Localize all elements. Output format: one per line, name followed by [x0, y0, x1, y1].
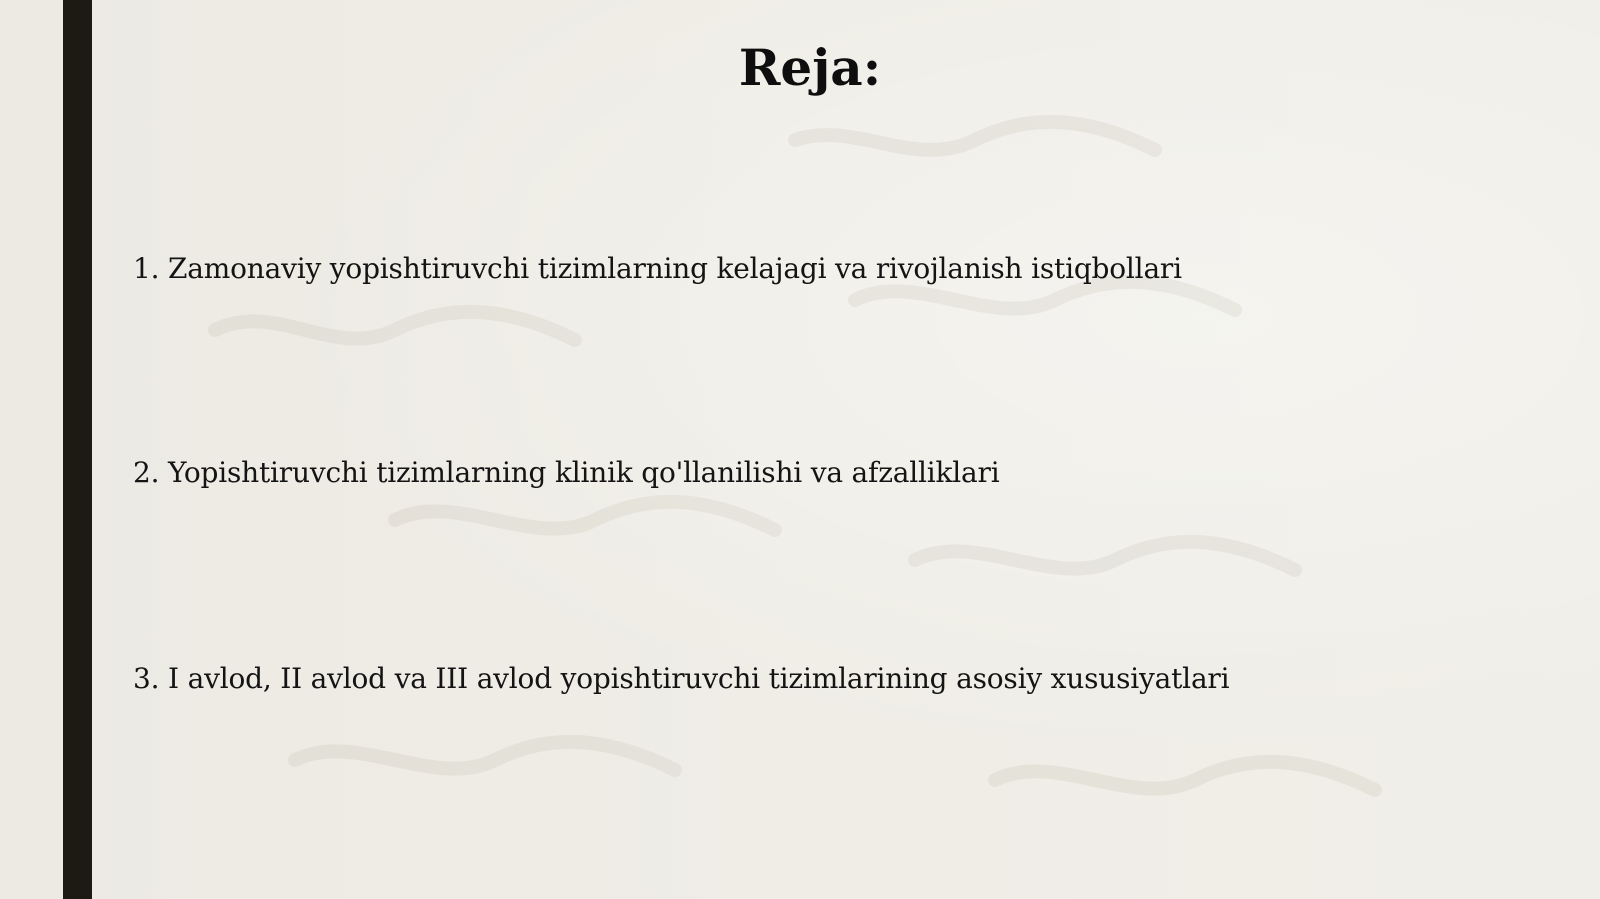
plan-item-3: 3. I avlod, II avlod va III avlod yopishtiruvchi tizimlarining asosiy xususiyatlari: [133, 662, 1230, 695]
plan-item-2: 2. Yopishtiruvchi tizimlarning klinik qo'llanilishi va afzalliklari: [133, 456, 1000, 489]
left-accent-bar: [63, 0, 92, 899]
slide-title: Reja:: [738, 38, 882, 97]
plan-item-1: 1. Zamonaviy yopishtiruvchi tizimlarning kelajagi va rivojlanish istiqbollari: [133, 252, 1182, 285]
background-texture: [95, 0, 1600, 899]
